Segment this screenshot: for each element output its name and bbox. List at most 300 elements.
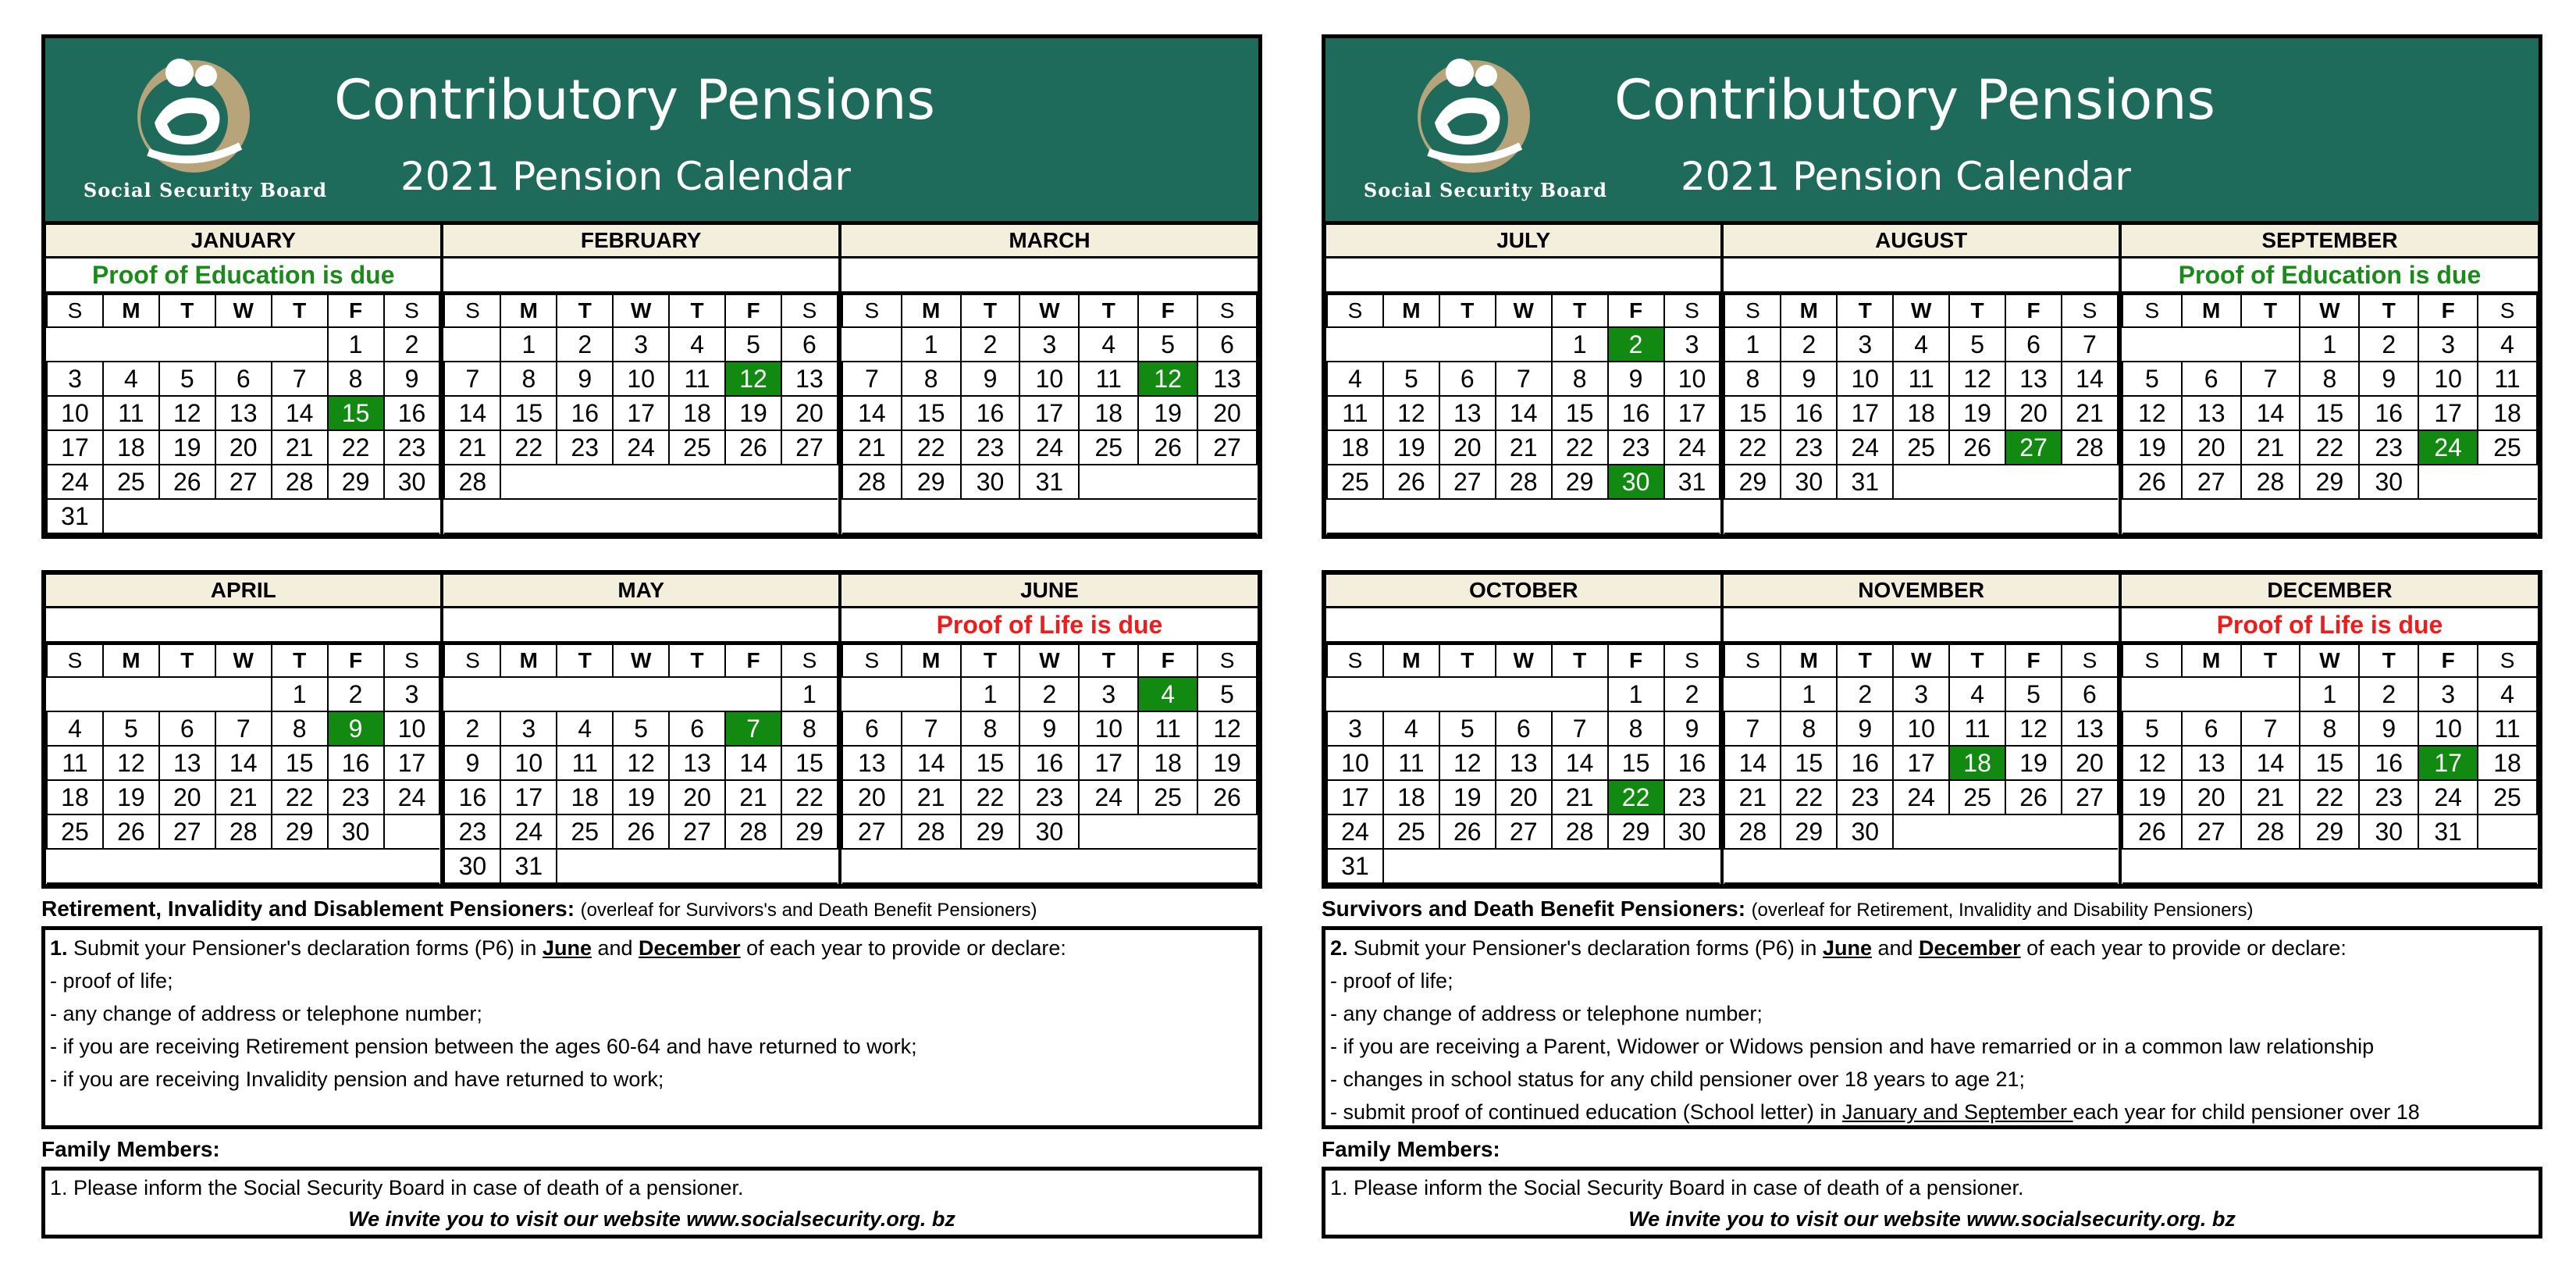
- calendar-quarter-4: [1322, 570, 2542, 889]
- day-cell: 11: [1327, 396, 1383, 430]
- weekday-label: S: [2478, 644, 2537, 677]
- day-cell: 19: [2122, 430, 2182, 465]
- week-row: [2122, 746, 2537, 780]
- calendar-panel-left: [41, 34, 1262, 1239]
- due-note: [46, 608, 440, 643]
- week-row: [47, 430, 439, 465]
- day-cell: [1552, 499, 1608, 533]
- logo-text: Social Security Board: [83, 179, 328, 201]
- day-cell: [444, 327, 500, 362]
- day-cell: [103, 327, 159, 362]
- day-cell: 5: [613, 711, 669, 746]
- weekday-label: M: [1781, 294, 1837, 327]
- day-cell: [103, 499, 159, 533]
- week-row: [2122, 677, 2537, 711]
- day-cell: 29: [781, 814, 838, 849]
- due-note: [443, 258, 838, 294]
- day-cell: [215, 499, 272, 533]
- day-cell: 27: [159, 814, 215, 849]
- weekday-label: W: [1496, 644, 1552, 677]
- day-cell: [842, 327, 902, 362]
- day-cell: 16: [557, 396, 613, 430]
- pension-payday-cell: 24: [2418, 430, 2478, 465]
- week-row: [842, 396, 1257, 430]
- day-cell: 3: [1079, 677, 1138, 711]
- page-subtitle: 2021 Pension Calendar: [400, 154, 851, 199]
- day-cell: 15: [272, 746, 328, 780]
- day-cell: 20: [2182, 780, 2241, 814]
- day-cell: 27: [1496, 814, 1552, 849]
- weekday-label: T: [1439, 644, 1496, 677]
- day-cell: [2122, 849, 2182, 883]
- day-cell: 8: [902, 362, 961, 396]
- day-cell: [2062, 849, 2118, 883]
- week-row: [1724, 746, 2117, 780]
- day-cell: 9: [1019, 711, 1079, 746]
- day-cell: 11: [1383, 746, 1439, 780]
- month-grid: [1326, 643, 1720, 884]
- weekday-label: F: [2005, 294, 2062, 327]
- day-cell: 18: [1079, 396, 1138, 430]
- day-cell: 22: [500, 430, 557, 465]
- week-row: [444, 746, 837, 780]
- section-note: (overleaf for Retirement, Invalidity and Disability Pensioners): [1751, 900, 2254, 921]
- week-row: [444, 430, 837, 465]
- day-cell: 2: [444, 711, 500, 746]
- day-cell: 30: [1664, 814, 1720, 849]
- day-cell: 13: [842, 746, 902, 780]
- weekday-label: T: [1439, 294, 1496, 327]
- weekday-row: [444, 294, 837, 327]
- week-row: [1724, 711, 2117, 746]
- day-cell: 4: [557, 711, 613, 746]
- weekday-row: [444, 644, 837, 677]
- week-row: [47, 814, 439, 849]
- logo-text: Social Security Board: [1363, 179, 1608, 201]
- page-subtitle: 2021 Pension Calendar: [1681, 154, 2131, 199]
- weekday-label: S: [1197, 644, 1257, 677]
- day-cell: [842, 677, 902, 711]
- day-cell: 3: [384, 677, 440, 711]
- day-cell: 23: [1664, 780, 1720, 814]
- day-cell: [1893, 465, 1949, 499]
- month-march: [841, 225, 1258, 534]
- day-cell: [2062, 465, 2118, 499]
- day-cell: 25: [557, 814, 613, 849]
- day-cell: 17: [613, 396, 669, 430]
- day-cell: 17: [1079, 746, 1138, 780]
- week-row: [1724, 814, 2117, 849]
- day-cell: 24: [1837, 430, 1893, 465]
- day-cell: 15: [961, 746, 1020, 780]
- weekday-label: T: [2241, 294, 2300, 327]
- day-cell: 23: [557, 430, 613, 465]
- week-row: [47, 465, 439, 499]
- weekday-label: T: [159, 294, 215, 327]
- day-cell: 18: [103, 430, 159, 465]
- weekday-label: F: [1608, 644, 1664, 677]
- day-cell: 11: [1949, 711, 2005, 746]
- day-cell: 10: [2418, 362, 2478, 396]
- day-cell: 19: [725, 396, 781, 430]
- day-cell: [669, 677, 725, 711]
- item-number: 2.: [1330, 936, 1348, 960]
- day-cell: 19: [1949, 396, 2005, 430]
- weekday-row: [47, 644, 439, 677]
- family-line: 1. Please inform the Social Security Board in case of death of a pensioner.: [50, 1176, 744, 1199]
- instruction-line: [1330, 1096, 2534, 1128]
- day-cell: 13: [2182, 746, 2241, 780]
- day-cell: 8: [1724, 362, 1781, 396]
- day-cell: 1: [2300, 677, 2359, 711]
- day-cell: 18: [2478, 396, 2537, 430]
- day-cell: 10: [384, 711, 440, 746]
- day-cell: 11: [1138, 711, 1197, 746]
- day-cell: 1: [500, 327, 557, 362]
- week-row: [1327, 362, 1720, 396]
- day-cell: 25: [47, 814, 103, 849]
- day-cell: 29: [272, 814, 328, 849]
- weekday-label: S: [1327, 294, 1383, 327]
- day-cell: [1197, 849, 1257, 883]
- day-cell: 2: [328, 677, 384, 711]
- weekday-label: S: [2122, 294, 2182, 327]
- day-cell: 10: [1664, 362, 1720, 396]
- day-cell: 2: [1019, 677, 1079, 711]
- week-row: [47, 499, 439, 533]
- weekday-label: S: [842, 644, 902, 677]
- month-february: [443, 225, 841, 534]
- day-cell: [1327, 499, 1383, 533]
- week-row: [47, 396, 439, 430]
- day-cell: 14: [215, 746, 272, 780]
- day-cell: [613, 465, 669, 499]
- day-cell: [1138, 814, 1197, 849]
- day-cell: 25: [1327, 465, 1383, 499]
- weekday-label: S: [47, 644, 103, 677]
- day-cell: 21: [444, 430, 500, 465]
- day-cell: [159, 849, 215, 883]
- pension-payday-cell: 17: [2418, 746, 2478, 780]
- week-row: [842, 814, 1257, 849]
- day-cell: 13: [159, 746, 215, 780]
- weekday-label: F: [725, 294, 781, 327]
- day-cell: 16: [1664, 746, 1720, 780]
- day-cell: [1079, 814, 1138, 849]
- day-cell: 17: [1327, 780, 1383, 814]
- day-cell: [1664, 849, 1720, 883]
- day-cell: [2005, 849, 2062, 883]
- day-cell: 31: [2418, 814, 2478, 849]
- weekday-label: T: [2359, 294, 2418, 327]
- day-cell: [842, 499, 902, 533]
- day-cell: 22: [328, 430, 384, 465]
- day-cell: 8: [500, 362, 557, 396]
- week-row: [47, 711, 439, 746]
- day-cell: 5: [103, 711, 159, 746]
- weekday-label: S: [1724, 644, 1781, 677]
- weekday-label: M: [1383, 644, 1439, 677]
- weekday-row: [842, 644, 1257, 677]
- day-cell: 30: [2359, 814, 2418, 849]
- day-cell: [103, 849, 159, 883]
- day-cell: 5: [1138, 327, 1197, 362]
- week-row: [842, 327, 1257, 362]
- week-row: [1724, 430, 2117, 465]
- month-july: [1326, 225, 1724, 534]
- month-grid: [443, 294, 838, 534]
- day-cell: [781, 465, 838, 499]
- day-cell: [557, 465, 613, 499]
- weekday-label: T: [272, 294, 328, 327]
- day-cell: 15: [781, 746, 838, 780]
- day-cell: [1893, 499, 1949, 533]
- day-cell: 14: [1724, 746, 1781, 780]
- weekday-label: F: [2005, 644, 2062, 677]
- day-cell: 26: [1383, 465, 1439, 499]
- day-cell: 7: [842, 362, 902, 396]
- day-cell: [1197, 814, 1257, 849]
- day-cell: 14: [842, 396, 902, 430]
- day-cell: [902, 677, 961, 711]
- day-cell: 20: [215, 430, 272, 465]
- month-grid: [46, 294, 440, 534]
- due-note: [1724, 258, 2118, 294]
- day-cell: [1949, 814, 2005, 849]
- due-note: Proof of Education is due: [46, 258, 440, 294]
- day-cell: 4: [2478, 677, 2537, 711]
- day-cell: 6: [159, 711, 215, 746]
- weekday-row: [2122, 644, 2537, 677]
- day-cell: 28: [725, 814, 781, 849]
- weekday-label: S: [2122, 644, 2182, 677]
- day-cell: 10: [1019, 362, 1079, 396]
- day-cell: [384, 499, 440, 533]
- family-box: [41, 1167, 1262, 1239]
- week-row: [444, 780, 837, 814]
- day-cell: [2241, 327, 2300, 362]
- day-cell: 29: [2300, 465, 2359, 499]
- day-cell: 1: [328, 327, 384, 362]
- day-cell: 7: [902, 711, 961, 746]
- day-cell: 4: [2478, 327, 2537, 362]
- weekday-label: T: [1079, 294, 1138, 327]
- day-cell: 25: [1949, 780, 2005, 814]
- day-cell: [557, 499, 613, 533]
- instruction-line: [50, 932, 1254, 964]
- weekday-label: S: [444, 294, 500, 327]
- day-cell: 16: [1019, 746, 1079, 780]
- day-cell: [2182, 327, 2241, 362]
- day-cell: 2: [1664, 677, 1720, 711]
- due-note: Proof of Education is due: [2122, 258, 2538, 294]
- pension-payday-cell: 4: [1138, 677, 1197, 711]
- week-row: [842, 746, 1257, 780]
- day-cell: 8: [961, 711, 1020, 746]
- weekday-label: W: [2300, 294, 2359, 327]
- day-cell: [1138, 499, 1197, 533]
- day-cell: [1837, 499, 1893, 533]
- weekday-label: S: [1664, 294, 1720, 327]
- day-cell: 3: [500, 711, 557, 746]
- day-cell: 31: [47, 499, 103, 533]
- weekday-label: S: [1724, 294, 1781, 327]
- day-cell: 30: [1019, 814, 1079, 849]
- day-cell: 6: [215, 362, 272, 396]
- day-cell: [1496, 849, 1552, 883]
- day-cell: 14: [2241, 396, 2300, 430]
- day-cell: 18: [1893, 396, 1949, 430]
- day-cell: [159, 327, 215, 362]
- day-cell: 19: [613, 780, 669, 814]
- weekday-label: W: [2300, 644, 2359, 677]
- day-cell: [1439, 499, 1496, 533]
- day-cell: [1893, 849, 1949, 883]
- week-row: [1327, 746, 1720, 780]
- due-note: Proof of Life is due: [841, 608, 1258, 643]
- day-cell: 25: [2478, 430, 2537, 465]
- day-cell: 11: [669, 362, 725, 396]
- day-cell: 28: [1496, 465, 1552, 499]
- day-cell: 26: [103, 814, 159, 849]
- day-cell: 6: [2062, 677, 2118, 711]
- day-cell: 30: [1837, 814, 1893, 849]
- day-cell: [1496, 499, 1552, 533]
- week-row: [444, 814, 837, 849]
- day-cell: 19: [1439, 780, 1496, 814]
- week-row: [2122, 430, 2537, 465]
- day-cell: 1: [2300, 327, 2359, 362]
- weekday-label: W: [1019, 294, 1079, 327]
- day-cell: [2359, 499, 2418, 533]
- day-cell: [725, 677, 781, 711]
- day-cell: [1383, 677, 1439, 711]
- day-cell: [1079, 499, 1138, 533]
- day-cell: 27: [669, 814, 725, 849]
- day-cell: 1: [781, 677, 838, 711]
- day-cell: 27: [781, 430, 838, 465]
- day-cell: [669, 499, 725, 533]
- day-cell: [272, 849, 328, 883]
- instruction-line: - proof of life;: [50, 969, 173, 993]
- day-cell: 14: [2241, 746, 2300, 780]
- day-cell: 24: [2418, 780, 2478, 814]
- day-cell: [1327, 327, 1383, 362]
- day-cell: 23: [1608, 430, 1664, 465]
- day-cell: 28: [1552, 814, 1608, 849]
- month-august: [1724, 225, 2121, 534]
- day-cell: [1383, 499, 1439, 533]
- weekday-label: W: [215, 644, 272, 677]
- day-cell: [2122, 677, 2182, 711]
- day-cell: 9: [2359, 711, 2418, 746]
- instruction-line: - proof of life;: [1330, 969, 1453, 993]
- day-cell: [1837, 849, 1893, 883]
- ssb-logo-icon: [1411, 52, 1536, 177]
- month-november: [1724, 575, 2121, 884]
- month-name: JANUARY: [46, 225, 440, 258]
- day-cell: 8: [328, 362, 384, 396]
- week-row: [2122, 396, 2537, 430]
- day-cell: 11: [1893, 362, 1949, 396]
- day-cell: 30: [444, 849, 500, 883]
- weekday-label: T: [669, 644, 725, 677]
- day-cell: 22: [2300, 430, 2359, 465]
- pension-payday-cell: 12: [1138, 362, 1197, 396]
- day-cell: 10: [1837, 362, 1893, 396]
- week-row: [47, 849, 439, 883]
- weekday-label: F: [2418, 294, 2478, 327]
- week-row: [2122, 465, 2537, 499]
- day-cell: 10: [1327, 746, 1383, 780]
- week-row: [1327, 430, 1720, 465]
- website-invite: We invite you to visit our website www.socialsecurity.org. bz: [348, 1207, 955, 1231]
- week-row: [444, 711, 837, 746]
- day-cell: 24: [1664, 430, 1720, 465]
- day-cell: 15: [1724, 396, 1781, 430]
- day-cell: 6: [2182, 711, 2241, 746]
- day-cell: 28: [444, 465, 500, 499]
- day-cell: [1439, 849, 1496, 883]
- week-row: [1327, 814, 1720, 849]
- day-cell: 21: [272, 430, 328, 465]
- day-cell: 14: [2062, 362, 2118, 396]
- day-cell: 17: [47, 430, 103, 465]
- day-cell: 14: [272, 396, 328, 430]
- day-cell: [725, 499, 781, 533]
- week-row: [842, 849, 1257, 883]
- month-emphasis: December: [639, 936, 741, 960]
- day-cell: 5: [2122, 362, 2182, 396]
- day-cell: 1: [1608, 677, 1664, 711]
- day-cell: 12: [613, 746, 669, 780]
- day-cell: 20: [669, 780, 725, 814]
- line-text: and: [1871, 936, 1920, 960]
- week-row: [47, 327, 439, 362]
- day-cell: 23: [384, 430, 440, 465]
- instruction-line: - any change of address or telephone number;: [1330, 1002, 1763, 1025]
- day-cell: 18: [1383, 780, 1439, 814]
- day-cell: 20: [1439, 430, 1496, 465]
- day-cell: 10: [2418, 711, 2478, 746]
- day-cell: 7: [215, 711, 272, 746]
- weekday-label: T: [2241, 644, 2300, 677]
- day-cell: 24: [47, 465, 103, 499]
- week-row: [1327, 396, 1720, 430]
- day-cell: 12: [103, 746, 159, 780]
- weekday-row: [1327, 294, 1720, 327]
- week-row: [444, 362, 837, 396]
- day-cell: 29: [961, 814, 1020, 849]
- day-cell: 9: [2359, 362, 2418, 396]
- day-cell: 2: [1837, 677, 1893, 711]
- weekday-label: S: [2062, 294, 2118, 327]
- day-cell: [961, 849, 1020, 883]
- week-row: [2122, 362, 2537, 396]
- day-cell: 12: [2005, 711, 2062, 746]
- week-row: [1327, 465, 1720, 499]
- day-cell: 22: [1552, 430, 1608, 465]
- day-cell: [47, 849, 103, 883]
- day-cell: 23: [328, 780, 384, 814]
- day-cell: [842, 849, 902, 883]
- day-cell: [2005, 465, 2062, 499]
- line-text: Submit your Pensioner's declaration forms (P6) in: [1347, 936, 1823, 960]
- weekday-label: T: [1552, 294, 1608, 327]
- day-cell: 1: [1552, 327, 1608, 362]
- month-june: [841, 575, 1258, 884]
- week-row: [444, 849, 837, 883]
